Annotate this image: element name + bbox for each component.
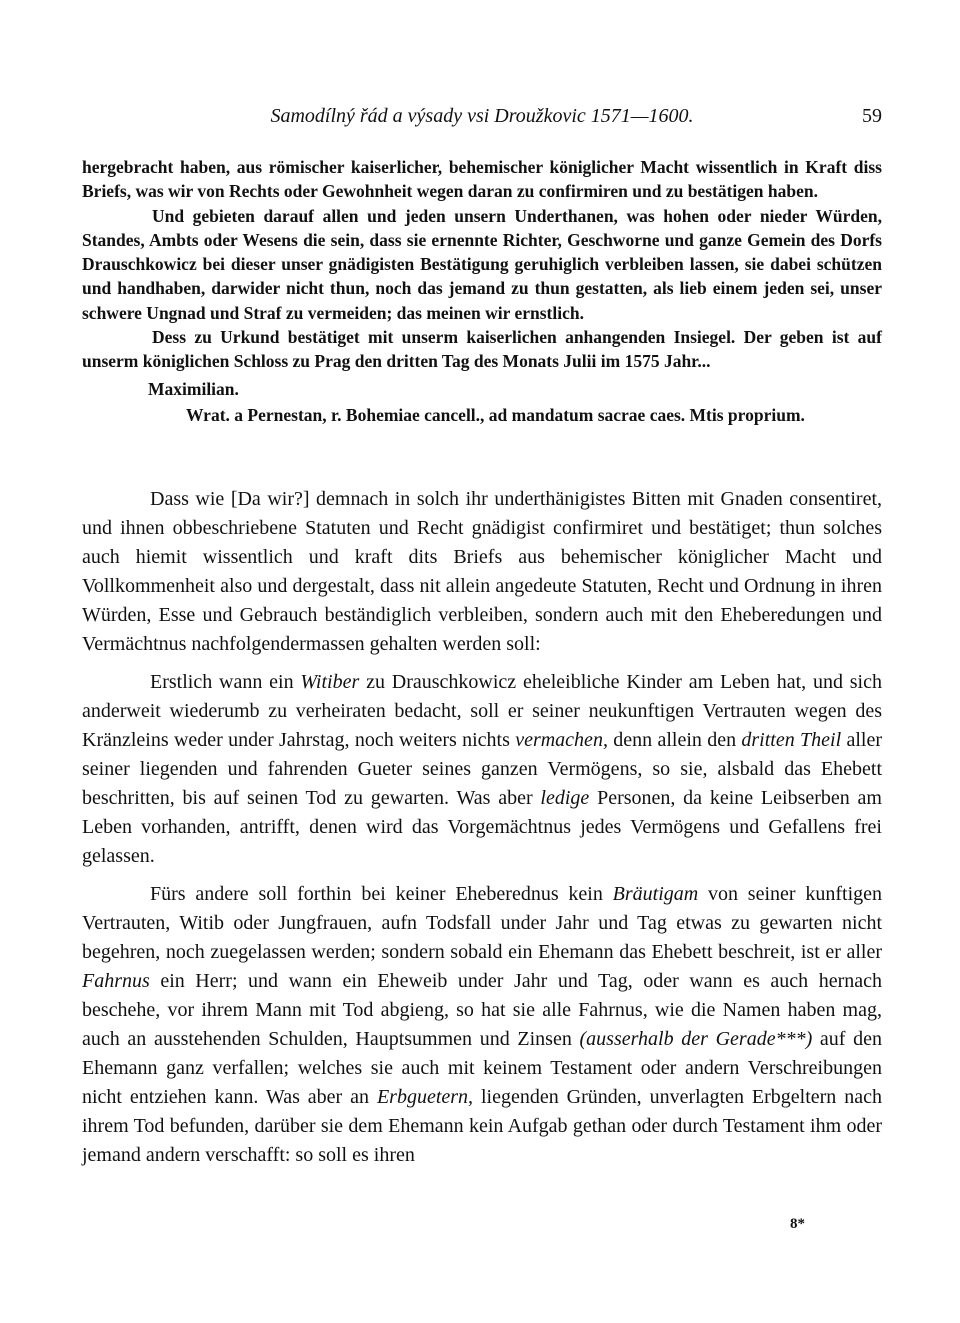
decree-paragraph: hergebracht haben, aus römischer kaiserlicher, behemischer königlicher Macht wissentlich in Kraft diss Briefs, was wir von Rechts oder Gewohnheit wegen daran zu confirmiren und zu bestätigen haben. [82,157,882,202]
text-run: Fürs andere soll forthin bei keiner Eheberednus kein [150,883,613,905]
running-title: Samodílný řád a výsady vsi Droužkovic 1571—1600. [270,105,694,127]
page-header [82,105,882,135]
emphasis: Bräutigam [612,883,699,905]
decree-paragraph: Und gebieten darauf allen und jeden unsern Underthanen, was hohen oder nieder Würden, Standes, Ambts oder Wesens die sein, dass sie ernennte Richter, Geschworne und ganze Gemein des Dorfs Drauschkowicz bei dieser unser gnädigisten Bestätigung geruhiglich verbleiben lassen, sie dabei schützen und handhaben, darwider nicht thun, noch das jemand zu thun gestatten, als lieb einem jeden sei, unser schwere Ungnad und Straf zu vermeiden; das meinen wir ernstlich. [82,205,882,323]
emphasis: Fahrnus [82,970,150,992]
main-text [82,485,882,1170]
emphasis: dritten Theil [741,729,842,751]
body-paragraph [82,668,882,871]
emphasis: Erbguetern, [376,1086,474,1108]
body-paragraph: Dass wie [Da wir?] demnach in solch ihr underthänigistes Bitten mit Gnaden consentiret, und ihnen obbeschriebene Statuten und Recht gnädigist confirmiret und bestätiget; thun solches auch hiemit wissentlich und kraft dits Briefs aus behemischer königlicher Macht und Vollkommenheit also und dergestalt, dass nit allein angedeute Statuten, Recht und Ordnung in ihren Würden, Esse und Gebrauch beständiglich verbleiben, sondern auch mit den Eheberedungen und Vermächtnus nachfolgendermassen gehalten werden soll: [82,488,882,655]
text-run: Personen, da keine Leibserben am Leben vorhanden, antrifft, denen wird das Vorgemächtnus jedes Vermögens und Gefallens frei gelassen. [82,787,882,867]
text-run: auf den Ehemann ganz verfallen; welches sie auch mit keinem Testament oder andern Verschreibungen nicht entziehen kann. Was aber an [82,1028,882,1108]
decree-text [82,155,882,427]
decree-paragraph: Dess zu Urkund bestätiget mit unserm kaiserlichen anhangenden Insiegel. Der geben ist auf unserm königlichen Schloss zu Prag den dritten Tag des Monats Julii im 1575 Jahr... [82,327,882,372]
text-run: ein Herr; und wann ein Eheweib under Jahr und Tag, oder wann es auch hernach beschehe, vor ihrem Mann mit Tod abgieng, so hat sie alle Fahrnus, wie die Namen haben mag, auch an ausstehenden Schulden, Hauptsummen und Zinsen [82,970,882,1050]
body-paragraph [82,880,882,1170]
emphasis: ledige [540,787,590,809]
text-run: zu Drauschkowicz eheleibliche Kinder am Leben hat, und sich anderweit wiederumb zu verheiraten bedacht, soll er seiner neukunftigen Vertrauten wegen des Kränzleins weder under Jahrstag, noch weiters nichts [82,671,882,751]
emphasis: vermachen, [515,729,608,751]
text-run: Erstlich wann ein [150,671,301,693]
signature-mark: 8* [790,1216,805,1232]
page-number: 59 [862,105,882,127]
text-run: von seiner kunftigen Vertrauten, Witib oder Jungfrauen, aufn Todsfall under Jahr und Tag etwas zu gewarten nicht begehren, noch zuegelassen werden; sondern sobald ein Ehemann das Ehebett beschreit, ist er aller [82,883,882,963]
emphasis: Witiber [300,671,360,693]
text-run: aller seiner liegenden und fahrenden Gueter seines ganzen Vermögens, so sie, alsbald das Ehebett beschritten, bis auf seinen Tod zu gewarten. Was aber [82,729,883,809]
decree-countersign: Wrat. a Pernestan, r. Bohemiae cancell., ad mandatum sacrae caes. Mtis proprium. [186,404,805,425]
decree-signature: Maximilian. [148,378,239,399]
emphasis: (ausserhalb der Gerade***) [579,1028,813,1050]
text-run: denn allein den [607,729,742,751]
text-run: liegenden Gründen, unverlagten Erbgeltern nach ihrem Tod befunden, darüber sie dem Ehemann kein Aufgab gethan oder durch Testament ihm oder jemand andern verschafft: so soll es ihren [82,1086,882,1166]
